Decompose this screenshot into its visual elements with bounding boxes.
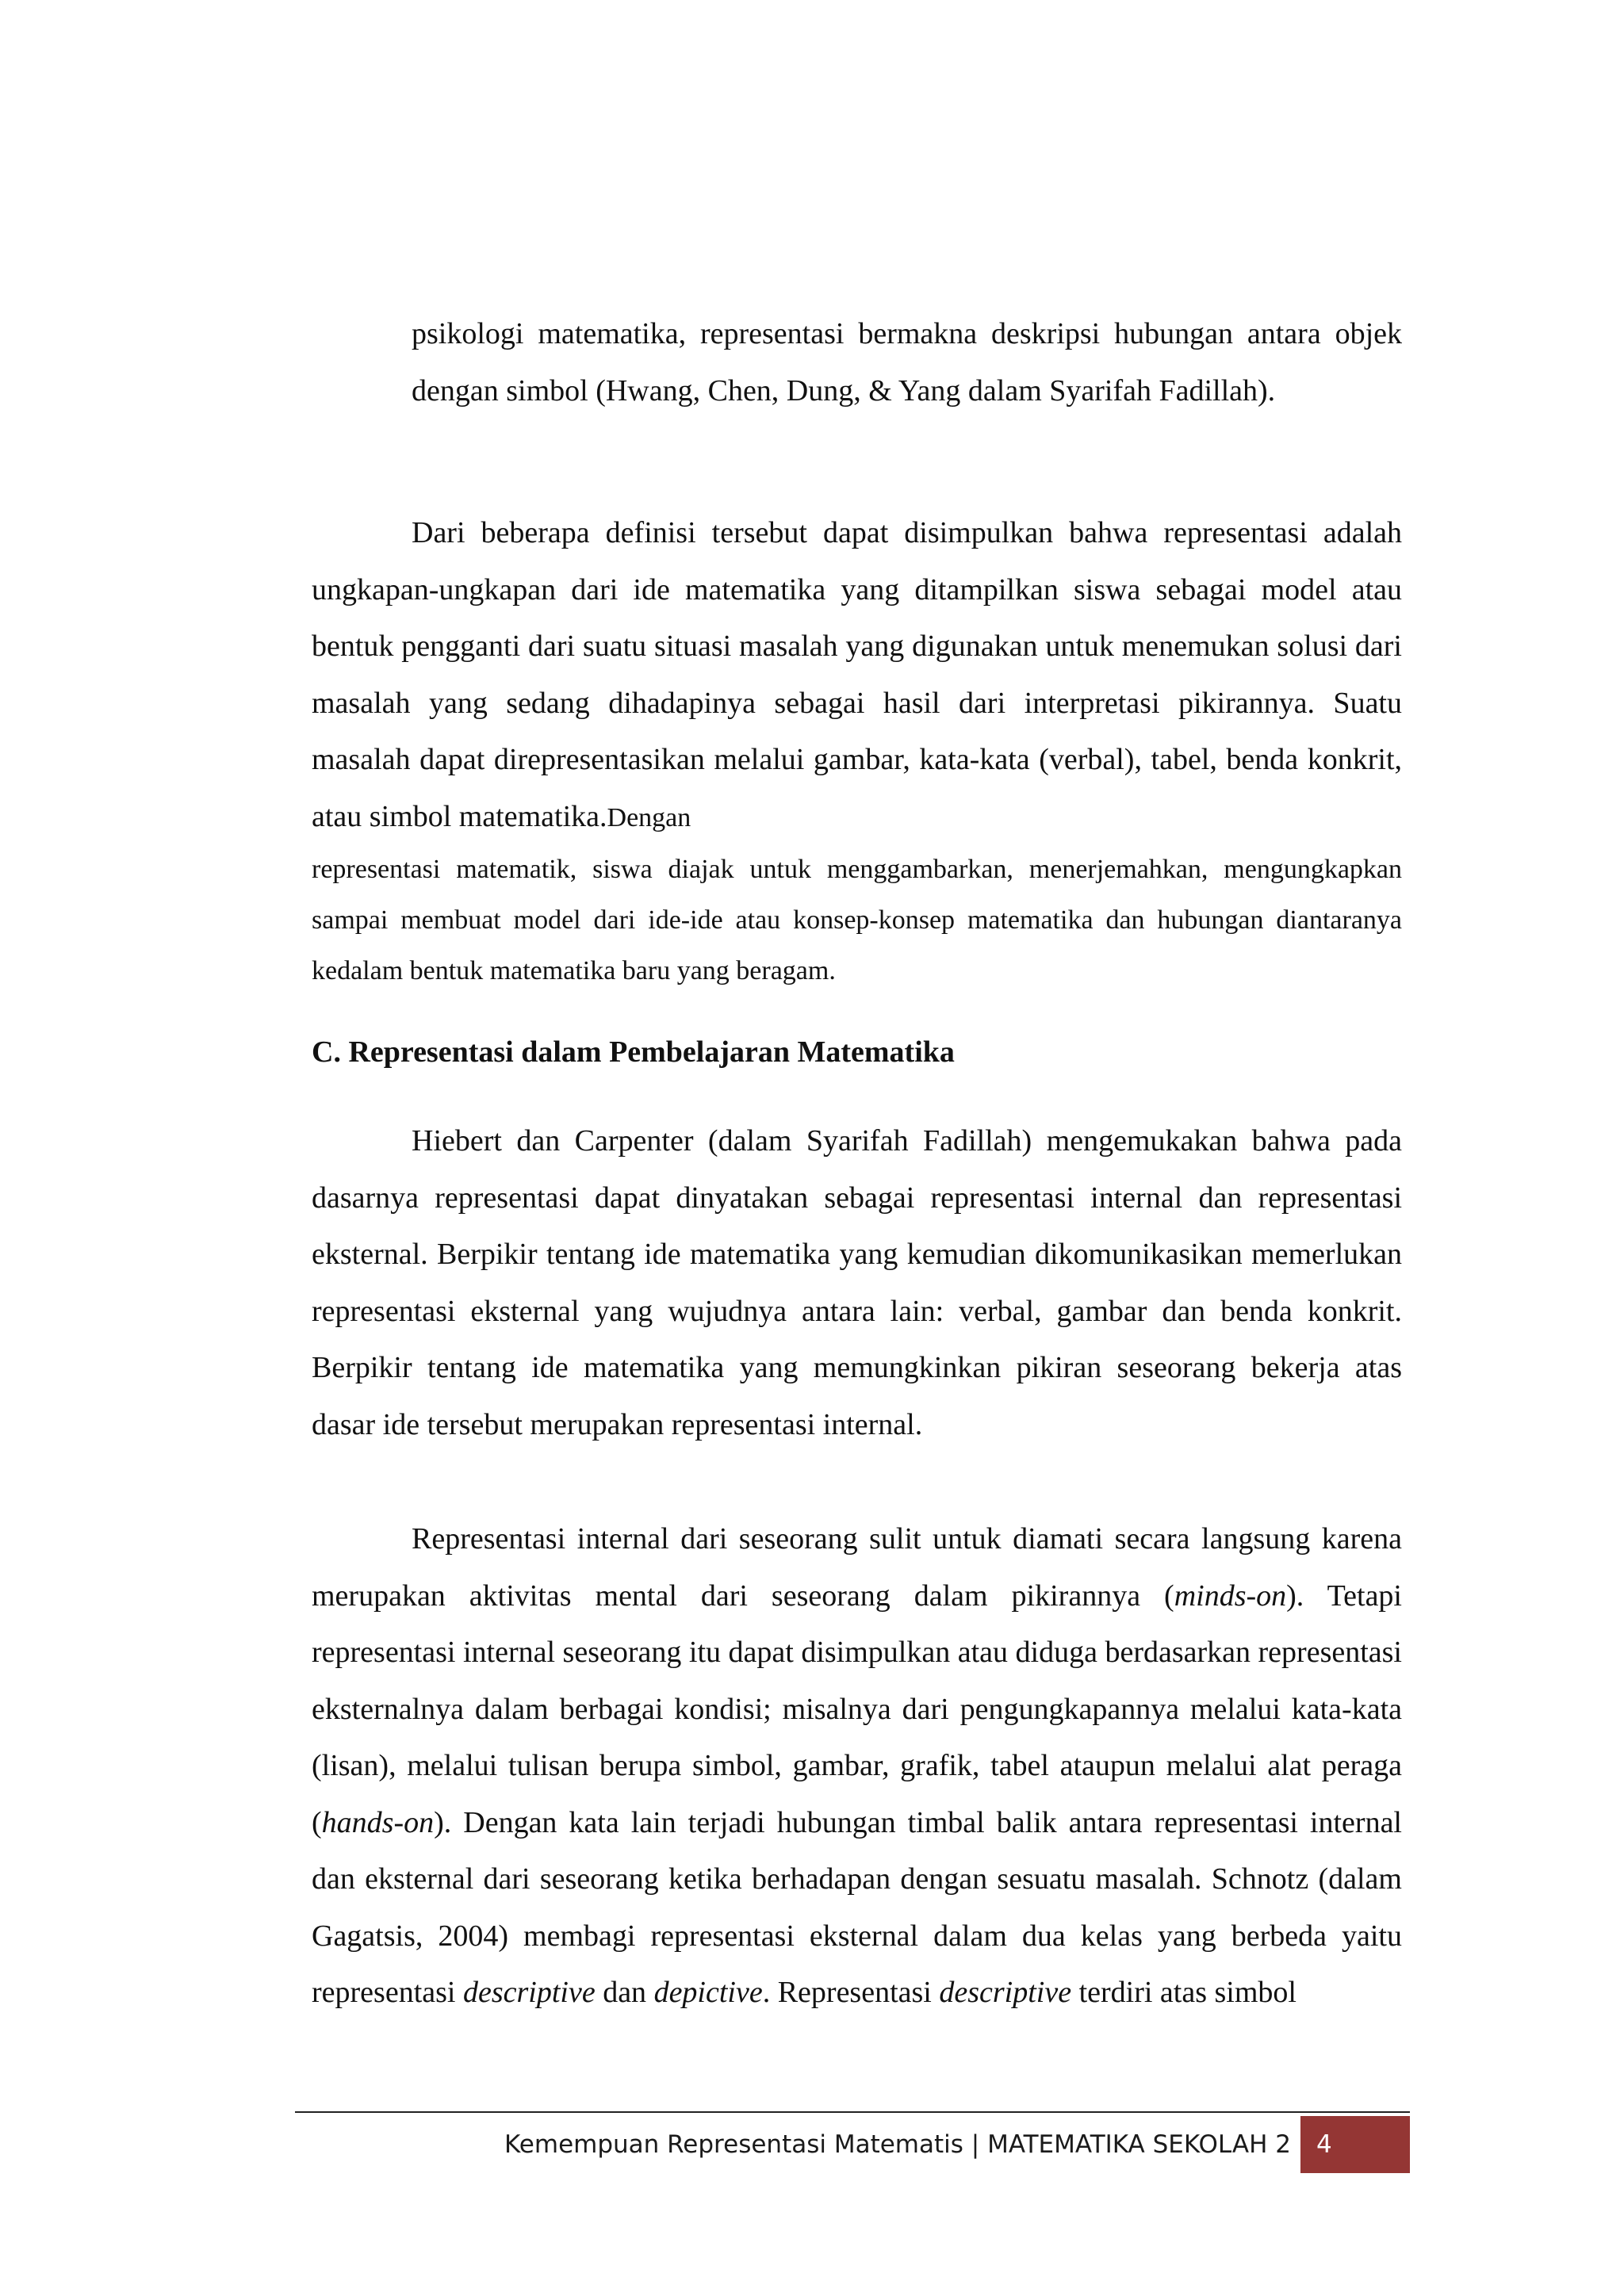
internal-text-1: Representasi internal dari seseorang sulit untuk diamati secara langsung karena merupakan aktivitas mental dari seseorang dalam pikirannya ( xyxy=(312,1522,1402,1613)
internal-representation-paragraph xyxy=(312,1511,1402,2022)
conclusion-text: Dari beberapa definisi tersebut dapat disimpulkan bahwa representasi adalah ungkapan-ungkapan dari ide matematika yang ditampilkan siswa sebagai model atau bentuk pengganti dari suatu situasi masalah yang digunakan untuk menemukan solusi dari masalah yang sedang dihadapinya sebagai hasil dari interpretasi pikirannya. Suatu masalah dapat direpresentasikan melalui gambar, kata-kata (verbal), tabel, benda konkrit, atau simbol matematika. xyxy=(312,516,1402,833)
internal-text-4: dan xyxy=(595,1976,654,2009)
term-depictive: depictive xyxy=(653,1976,763,2009)
term-descriptive: descriptive xyxy=(462,1976,596,2009)
term-descriptive-2: descriptive xyxy=(939,1976,1072,2009)
section-heading: C. Representasi dalam Pembelajaran Matematika xyxy=(312,1035,955,1069)
internal-text-5: . Representasi xyxy=(762,1976,940,2009)
footer-title: Kemempuan Representasi Matematis | MATEMATIKA SEKOLAH 2 xyxy=(504,2130,1291,2159)
conclusion-small-text: representasi matematik, siswa diajak untuk menggambarkan, menerjemahkan, mengungkapkan sampai membuat model dari ide-ide atau konsep-konsep matematika dan hubungan diantaranya kedalam bentuk matematika baru yang beragam. xyxy=(312,855,1402,985)
internal-text-3: ). Dengan kata lain terjadi hubungan timbal balik antara representasi internal dan eksternal dari seseorang ketika berhadapan dengan sesuatu masalah. Schnotz (dalam Gagatsis, 2004) membagi representasi eksternal dalam dua kelas yang berbeda yaitu representasi xyxy=(312,1805,1402,2009)
conclusion-main xyxy=(312,505,1402,846)
conclusion-small-paragraph xyxy=(312,844,1402,997)
hiebert-paragraph xyxy=(312,1113,1402,1453)
page-number: 4 xyxy=(1316,2130,1332,2159)
hiebert-text: Hiebert dan Carpenter (dalam Syarifah Fadillah) mengemukakan bahwa pada dasarnya representasi dapat dinyatakan sebagai representasi internal dan representasi eksternal. Berpikir tentang ide matematika yang kemudian dikomunikasikan memerlukan representasi eksternal yang wujudnya antara lain: verbal, gambar dan benda konkrit. Berpikir tentang ide matematika yang memungkinkan pikiran seseorang bekerja atas dasar ide tersebut merupakan representasi internal. xyxy=(312,1124,1402,1441)
footer-rule xyxy=(295,2111,1410,2113)
term-minds-on: minds-on xyxy=(1174,1578,1287,1613)
internal-text-6: terdiri atas simbol xyxy=(1071,1976,1297,2009)
internal-text-2: ). Tetapi representasi internal seseorang itu dapat disimpulkan atau diduga berdasarkan representasi eksternalnya dalam berbagai kondisi; misalnya dari pengungkapannya melalui kata-kata (lisan), melalui tulisan berupa simbol, gambar, grafik, tabel ataupun melalui alat peraga ( xyxy=(312,1578,1402,1839)
term-hands-on: hands-on xyxy=(321,1805,435,1839)
continuation-text: psikologi matematika, representasi bermakna deskripsi hubungan antara objek dengan simbol (Hwang, Chen, Dung, & Yang dalam Syarifah Fadillah). xyxy=(412,317,1402,408)
continuation-paragraph xyxy=(412,306,1402,419)
footer-separator xyxy=(1293,2116,1296,2173)
conclusion-small-lead: Dengan xyxy=(607,802,691,832)
page-number-box xyxy=(1300,2116,1410,2173)
